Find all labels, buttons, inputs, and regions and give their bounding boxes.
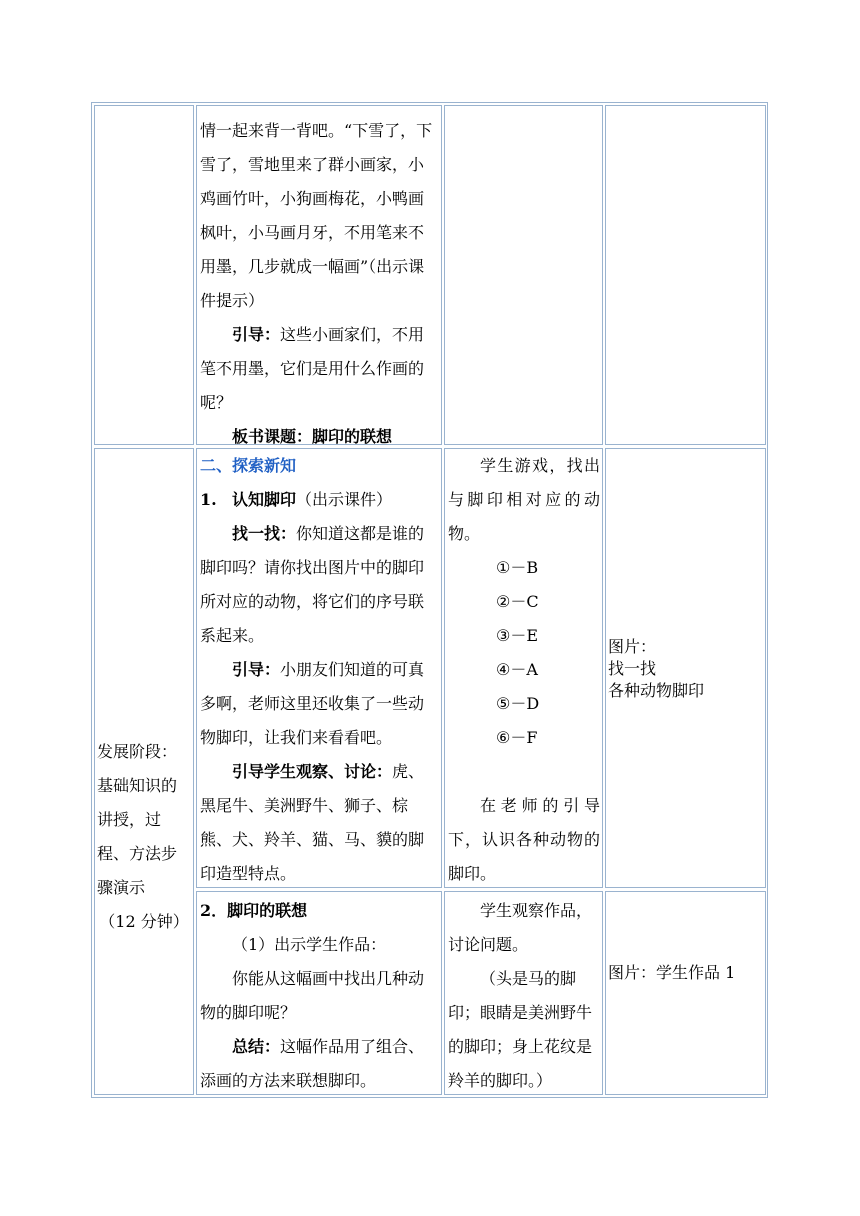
row1-stage-cell [94, 105, 194, 445]
question: 你能从这幅画中找出几种动物的脚印呢？ [200, 969, 425, 1022]
media-student-work: 图片：学生作品 1 [608, 963, 736, 982]
student-learn: 在老师的引导下，认识各种动物的脚印。 [448, 796, 600, 883]
guide2-paragraph: 引导：小朋友们知道的可真多啊，老师这里还收集了一些动物脚印，让我们来看看吧。 [200, 660, 425, 747]
answer-5: ⑤－D [496, 694, 540, 713]
item2-heading: 2．脚印的联想 [200, 901, 308, 920]
answer-3: ③－E [496, 626, 539, 645]
answer-4: ④－A [496, 660, 538, 679]
row2-teacher-cell [196, 448, 442, 888]
row3-student-cell [444, 891, 603, 1095]
answer-6: ⑥－F [496, 728, 538, 747]
guide-paragraph [200, 318, 439, 420]
row2-student-cell [444, 448, 603, 888]
media-line-2: 找一找 [608, 659, 657, 678]
find-paragraph: 找一找：你知道这都是谁的脚印吗？请你找出图片中的脚印所对应的动物，将它们的序号联系起来。 [200, 524, 425, 645]
row3-media-cell [605, 891, 766, 1095]
item1-heading: 1. 认知脚印（出示课件） [200, 490, 392, 509]
row1-media-cell [605, 105, 766, 445]
show-work: （1）出示学生作品： [232, 935, 387, 954]
board-title: 板书课题：脚印的联想 [232, 427, 393, 445]
student-answer: （头是马的脚印；眼睛是美洲野牛的脚印；身上花纹是羚羊的脚印。） [448, 969, 593, 1090]
media-line-1: 图片： [608, 637, 657, 656]
stage-cell [94, 448, 194, 1095]
student-observe: 学生观察作品，讨论问题。 [448, 901, 593, 954]
summary-paragraph: 总结：这幅作品用了组合、添画的方法来联想脚印。 [200, 1037, 425, 1090]
row1-student-cell [444, 105, 603, 445]
guide-label: 引导： [232, 325, 281, 344]
section-title: 二、探索新知 [200, 456, 297, 475]
media-line-3: 各种动物脚印 [608, 681, 705, 700]
answer-1: ①－B [496, 558, 539, 577]
stage-time: （12 分钟） [99, 911, 189, 931]
student-game: 学生游戏，找出与脚印相对应的动物。 [448, 456, 600, 543]
intro-paragraph: 情一起来背一背吧。“下雪了，下雪了，雪地里来了群小画家，小鸡画竹叶，小狗画梅花，小鸭画枫叶，小马画月牙，不用笔来不用墨，几步就成一幅画”（出示课件提示） [200, 121, 433, 310]
row3-teacher-cell [196, 891, 442, 1095]
spacer [448, 755, 600, 789]
row1-teacher-cell [196, 105, 442, 445]
stage-label: 发展阶段：基础知识的讲授，过程、方法步骤演示 [97, 741, 178, 897]
observe-paragraph: 引导学生观察、讨论：虎、黑尾牛、美洲野牛、狮子、棕熊、犬、羚羊、猫、马、貘的脚印造型特点。 [200, 762, 425, 883]
row2-media-cell [605, 448, 766, 888]
answer-2: ②－C [496, 592, 539, 611]
guide-text: 这些小画家们，不用笔不用墨，它们是用什么作画的呢？ [200, 325, 425, 412]
